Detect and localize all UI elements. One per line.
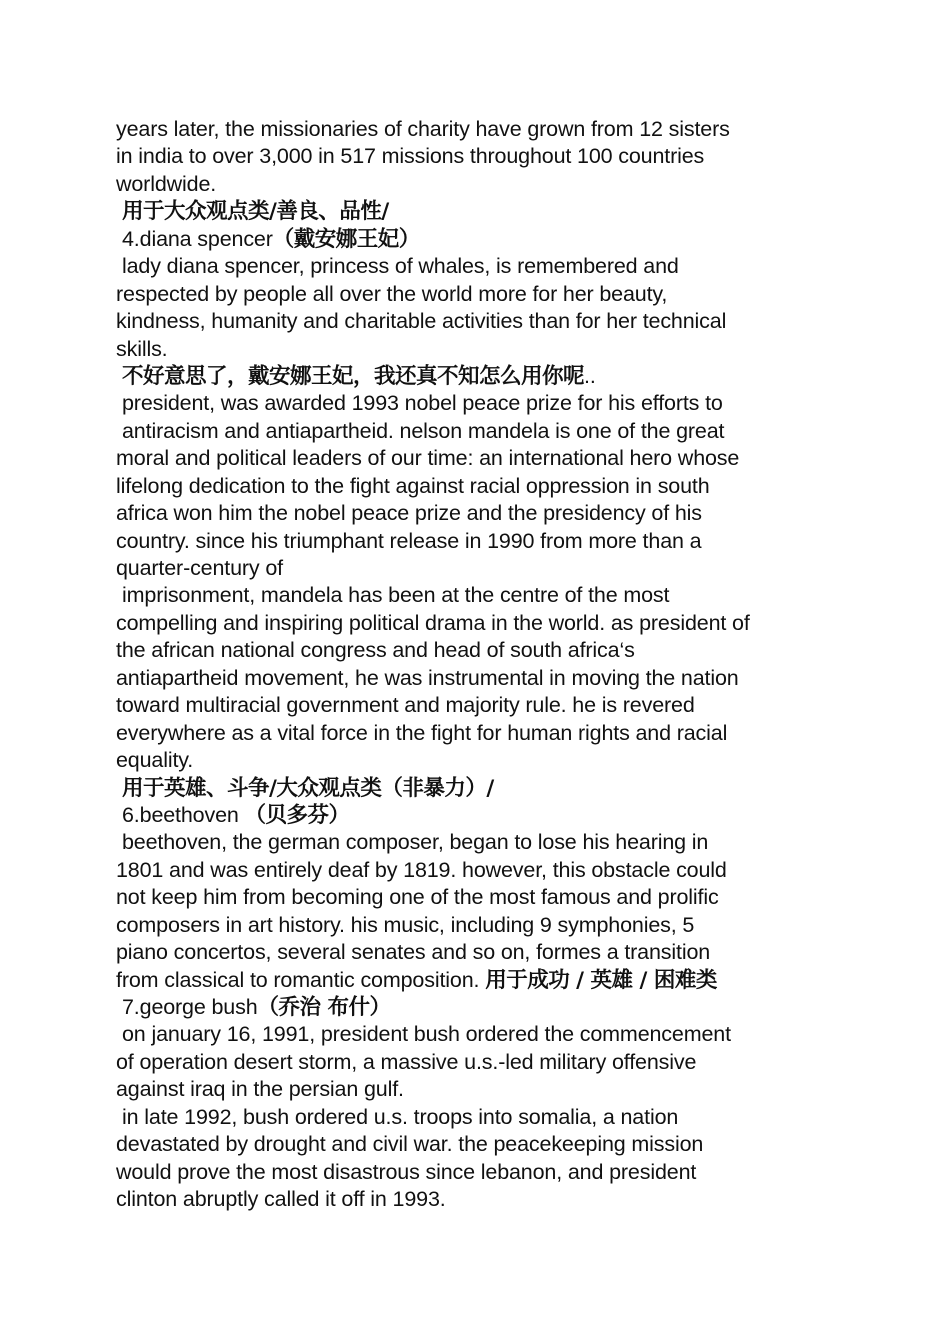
chinese-note: 用于大众观点类/善良、品性/ bbox=[122, 199, 389, 225]
english-text: 6.beethoven bbox=[122, 802, 245, 827]
english-text: in india to over 3,000 in 517 missions throughout 100 countries bbox=[116, 144, 705, 169]
english-text: equality. bbox=[116, 748, 194, 773]
chinese-note: 用于英雄、斗争/大众观点类（非暴力）/ bbox=[122, 775, 494, 801]
english-text: .. bbox=[584, 363, 596, 388]
english-text: quarter-century of bbox=[116, 556, 283, 580]
chinese-note: 不好意思了，戴安娜王妃，我还真不知怎么用你呢 bbox=[122, 363, 585, 389]
english-text: kindness, humanity and charitable activities than for her technical bbox=[116, 309, 727, 334]
text-line bbox=[116, 555, 846, 582]
text-line bbox=[116, 198, 846, 225]
text-line bbox=[116, 116, 846, 143]
text-line bbox=[116, 582, 846, 609]
english-text: worldwide. bbox=[116, 171, 217, 196]
english-text: from classical to romantic composition. bbox=[116, 967, 486, 992]
text-line bbox=[116, 1131, 846, 1158]
text-line bbox=[116, 720, 846, 747]
english-text: piano concertos, several senates and so on, formes a transition bbox=[116, 940, 711, 965]
text-line bbox=[116, 473, 846, 500]
text-line bbox=[116, 1104, 846, 1131]
text-line bbox=[116, 336, 846, 363]
chinese-note: （戴安娜王妃） bbox=[272, 226, 420, 252]
english-text: 1801 and was entirely deaf by 1819. however, this obstacle could bbox=[116, 857, 727, 882]
english-text: not keep him from becoming one of the most famous and prolific bbox=[116, 885, 719, 910]
text-line bbox=[116, 610, 846, 637]
english-text: president, was awarded 1993 nobel peace prize for his efforts to bbox=[122, 391, 723, 416]
text-line bbox=[116, 528, 846, 555]
english-text: lifelong dedication to the fight against racial oppression in south bbox=[116, 473, 710, 498]
text-line bbox=[116, 802, 846, 829]
english-text: beethoven, the german composer, began to lose his hearing in bbox=[122, 830, 709, 855]
text-line bbox=[116, 281, 846, 308]
text-line bbox=[116, 747, 846, 774]
english-text: everywhere as a vital force in the fight for human rights and racial bbox=[116, 720, 728, 745]
english-text: respected by people all over the world more for her beauty, bbox=[116, 281, 668, 306]
english-text: antiapartheid movement, he was instrumental in moving the nation bbox=[116, 665, 739, 690]
text-line bbox=[116, 1159, 846, 1186]
text-line bbox=[116, 253, 846, 280]
english-text: years later, the missionaries of charity have grown from 12 sisters bbox=[116, 117, 730, 141]
english-text: compelling and inspiring political drama in the world. as president of bbox=[116, 610, 750, 635]
text-line bbox=[116, 1186, 846, 1213]
text-line bbox=[116, 665, 846, 692]
text-line bbox=[116, 445, 846, 472]
english-text: toward multiracial government and majority rule. he is revered bbox=[116, 693, 695, 718]
text-line bbox=[116, 1049, 846, 1076]
text-line bbox=[116, 143, 846, 170]
text-line bbox=[116, 857, 846, 884]
text-line bbox=[116, 500, 846, 527]
document-body bbox=[116, 116, 846, 1214]
english-text: would prove the most disastrous since lebanon, and president bbox=[116, 1159, 697, 1184]
chinese-note: （乔治 布什） bbox=[257, 995, 391, 1020]
text-line bbox=[116, 418, 846, 445]
english-text: moral and political leaders of our time: an international hero whose bbox=[116, 446, 740, 471]
text-line bbox=[116, 171, 846, 198]
english-text: 7.george bush bbox=[122, 995, 258, 1019]
text-line bbox=[116, 1021, 846, 1048]
english-text: composers in art history. his music, including 9 symphonies, 5 bbox=[116, 912, 695, 937]
english-text: country. since his triumphant release in 1990 from more than a bbox=[116, 528, 702, 553]
chinese-note: （贝多芬） bbox=[244, 802, 350, 828]
text-line bbox=[116, 363, 846, 390]
text-line bbox=[116, 308, 846, 335]
english-text: clinton abruptly called it off in 1993. bbox=[116, 1187, 446, 1212]
text-line bbox=[116, 390, 846, 417]
english-text: of operation desert storm, a massive u.s.-led military offensive bbox=[116, 1049, 697, 1074]
english-text: africa won him the nobel peace prize and the presidency of his bbox=[116, 501, 702, 526]
english-text: 4.diana spencer bbox=[122, 226, 273, 251]
text-line bbox=[116, 226, 846, 253]
text-line bbox=[116, 829, 846, 856]
text-line bbox=[116, 994, 846, 1021]
english-text: on january 16, 1991, president bush ordered the commencement bbox=[122, 1022, 731, 1047]
text-line bbox=[116, 912, 846, 939]
english-text: lady diana spencer, princess of whales, is remembered and bbox=[122, 254, 679, 279]
text-line bbox=[116, 939, 846, 966]
english-text: against iraq in the persian gulf. bbox=[116, 1077, 404, 1102]
english-text: skills. bbox=[116, 336, 168, 361]
text-line bbox=[116, 967, 846, 994]
chinese-note: 用于成功 / 英雄 / 困难类 bbox=[485, 967, 717, 993]
text-line bbox=[116, 692, 846, 719]
text-line bbox=[116, 884, 846, 911]
english-text: imprisonment, mandela has been at the centre of the most bbox=[122, 583, 670, 608]
english-text: the african national congress and head of south africa‘s bbox=[116, 638, 635, 663]
text-line bbox=[116, 637, 846, 664]
text-line bbox=[116, 775, 846, 802]
text-line bbox=[116, 1076, 846, 1103]
english-text: devastated by drought and civil war. the peacekeeping mission bbox=[116, 1132, 704, 1157]
english-text: antiracism and antiapartheid. nelson mandela is one of the great bbox=[122, 418, 725, 443]
english-text: in late 1992, bush ordered u.s. troops into somalia, a nation bbox=[122, 1104, 679, 1129]
